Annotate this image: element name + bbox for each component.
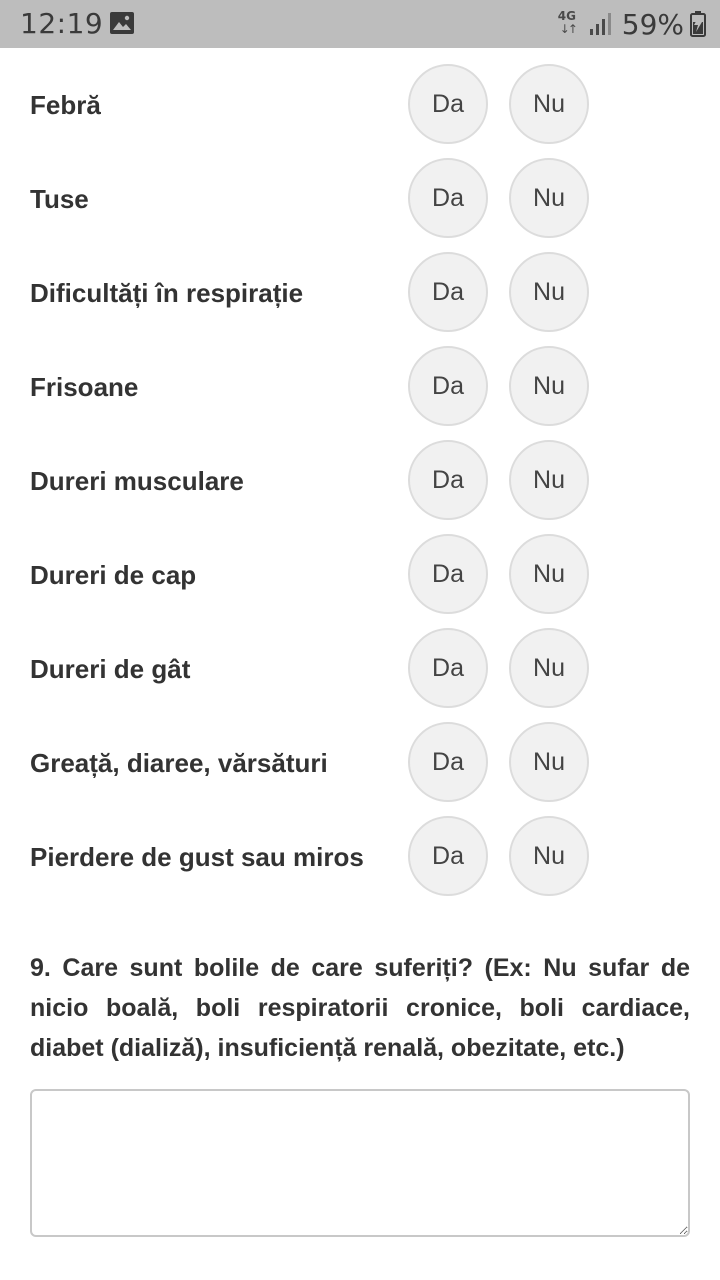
no-option-button[interactable]: Nu: [509, 440, 589, 520]
yes-option-button[interactable]: Da: [408, 534, 488, 614]
status-icons: [558, 0, 706, 48]
yes-option-button[interactable]: Da: [408, 346, 488, 426]
no-option-button[interactable]: Nu: [509, 534, 589, 614]
no-option-button[interactable]: Nu: [509, 628, 589, 708]
symptom-row: [0, 716, 720, 810]
symptom-label: Dureri de cap: [30, 560, 197, 590]
no-option-button[interactable]: Nu: [509, 64, 589, 144]
symptom-label: Pierdere de gust sau miros: [30, 842, 364, 872]
symptom-row: [0, 810, 720, 904]
symptoms-list: [0, 58, 720, 904]
yes-option-button[interactable]: Da: [408, 722, 488, 802]
yes-option-button[interactable]: Da: [408, 816, 488, 896]
diseases-answer-field[interactable]: [30, 1089, 690, 1237]
question-9-label: 9. Care sunt bolile de care suferiți? (Ex: Nu sufar de nicio boală, boli respiratorii cronice, boli cardiace, diabet (dializă), insuficiență renală, obezitate, etc.): [30, 954, 690, 1062]
symptom-row: [0, 152, 720, 246]
image-icon: [110, 12, 134, 34]
yes-option-button[interactable]: Da: [408, 440, 488, 520]
symptom-label: Frisoane: [30, 372, 139, 402]
symptom-label: Dureri musculare: [30, 466, 244, 496]
no-option-button[interactable]: Nu: [509, 722, 589, 802]
signal-icon: [588, 11, 614, 37]
battery-percent: 59%: [621, 7, 684, 41]
symptom-row: [0, 622, 720, 716]
yes-option-button[interactable]: Da: [408, 628, 488, 708]
symptom-label: Dureri de gât: [30, 654, 191, 684]
battery-charging-icon: [690, 11, 706, 37]
symptom-label: Febră: [30, 90, 101, 120]
symptom-label: Tuse: [30, 184, 89, 214]
symptom-row: [0, 246, 720, 340]
yes-option-button[interactable]: Da: [408, 64, 488, 144]
symptom-row: [0, 434, 720, 528]
yes-option-button[interactable]: Da: [408, 252, 488, 332]
yes-option-button[interactable]: Da: [408, 158, 488, 238]
symptom-row: [0, 58, 720, 152]
symptom-row: [0, 528, 720, 622]
status-bar: [0, 0, 720, 48]
no-option-button[interactable]: Nu: [509, 346, 589, 426]
symptom-label: Dificultăți în respirație: [30, 278, 304, 308]
no-option-button[interactable]: Nu: [509, 252, 589, 332]
symptom-label: Greață, diaree, vărsături: [30, 748, 328, 778]
network-4g-icon: 4G ↓↑: [557, 9, 576, 36]
no-option-button[interactable]: Nu: [509, 816, 589, 896]
no-option-button[interactable]: Nu: [509, 158, 589, 238]
symptom-row: [0, 340, 720, 434]
status-time: 12:19: [20, 7, 104, 40]
